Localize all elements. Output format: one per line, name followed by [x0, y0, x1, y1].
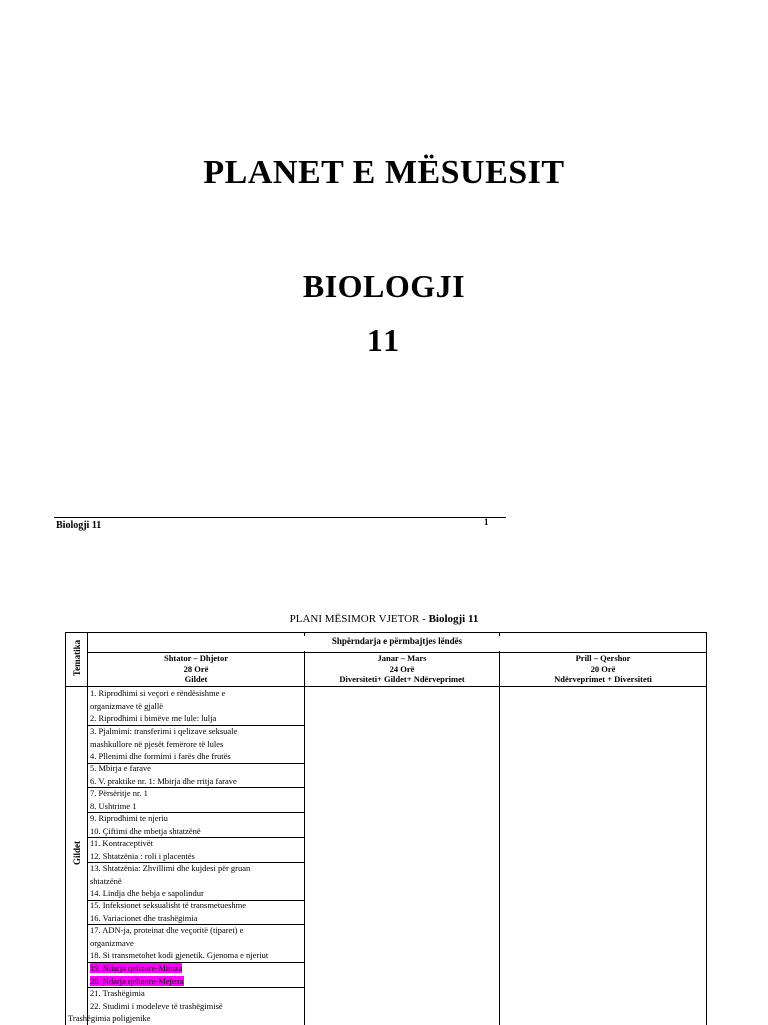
side-label-tematika: Tematika — [72, 639, 82, 677]
lesson-item: 1. Riprodhimi si veçori e rëndësishme e — [90, 688, 226, 698]
column-divider — [499, 633, 500, 1025]
lesson-group — [88, 787, 304, 813]
lesson-item: 12. Shtatzënia : roli i placentës — [90, 850, 195, 861]
lesson-group — [88, 862, 304, 901]
column-period: Janar – Mars — [377, 653, 427, 663]
lesson-group — [88, 762, 304, 788]
lesson-group-highlighted — [88, 962, 304, 988]
column-theme: Gildet — [184, 674, 208, 684]
lesson-item: 15. Infeksionet seksualisht të transmetueshme — [90, 900, 247, 910]
column-hours: 28 Orë — [183, 663, 209, 674]
distribution-header: Shpërndarja e përmbajtjes lëndës — [88, 636, 706, 651]
lesson-item: 16. Variacionet dhe trashëgimia — [90, 912, 198, 923]
column-header-1 — [88, 653, 304, 685]
column-divider — [304, 633, 305, 1025]
subject-title: BIOLOGJI — [302, 268, 466, 304]
plan-title-subject: Biologji 11 — [428, 613, 479, 625]
lesson-item: 10. Çiftimi dhe mbetja shtatzënë — [90, 825, 201, 836]
column-hours: 24 Orë — [389, 663, 415, 674]
lesson-group — [88, 812, 304, 838]
lesson-group — [88, 924, 304, 963]
lesson-item: Trashëgimia poligjenike — [68, 1013, 151, 1023]
lesson-item: 18. Si transmetohet kodi gjenetik. Gjenoma e njeriut — [90, 950, 269, 960]
lesson-item: mashkullore në pjesët femërore të lules — [90, 738, 224, 749]
plan-title — [0, 613, 768, 625]
lesson-item: 22. Studimi i modeleve të trashëgimisë — [90, 1000, 223, 1011]
page-number: 1 — [484, 517, 489, 527]
column-period: Shtator – Dhjetor — [163, 653, 229, 663]
column-period: Prill – Qershor — [575, 653, 631, 663]
lesson-item: 14. Lindja dhe bebja e sapolindur — [90, 888, 204, 898]
lesson-item: 4. Pllenimi dhe formimi i farës dhe frutës — [90, 751, 231, 761]
lesson-item: 13. Shtatzënia: Zhvillimi dhe kujdesi për gruan — [90, 863, 251, 873]
column-theme: Ndërveprimet + Diversiteti — [554, 674, 652, 684]
footer-subject: Biologji 11 — [56, 520, 102, 531]
lesson-item: organizmave të gjallë — [90, 700, 164, 711]
lesson-item-highlighted: 19. Ndarja qelizore-Mitoza — [90, 963, 183, 973]
lesson-item: 5. Mbirja e farave — [90, 763, 151, 773]
lesson-group — [88, 687, 304, 726]
lesson-group — [88, 725, 304, 764]
lesson-item: 7. Përsëritje nr. 1 — [90, 788, 148, 798]
lesson-item: 17. ADN-ja, proteinat dhe veçoritë (tiparet) e — [90, 925, 244, 935]
plan-title-prefix: PLANI MËSIMOR VJETOR - — [289, 613, 429, 625]
lesson-item: organizmave — [90, 937, 134, 948]
cover-title: PLANET E MËSUESIT — [203, 154, 565, 191]
lesson-item: 11. Kontraceptivët — [90, 838, 153, 848]
footer-rule — [54, 517, 506, 518]
lesson-item: shtatzënë — [90, 875, 122, 886]
column-header-3 — [500, 653, 706, 685]
annual-plan-table — [65, 632, 707, 1025]
lesson-item: 6. V. praktike nr. 1: Mbirja dhe rritja farave — [90, 775, 237, 786]
lesson-group — [88, 899, 304, 925]
column-theme: Diversiteti+ Gildet+ Ndërveprimet — [339, 674, 465, 684]
lesson-item: 3. Pjalmimi: transferimi i qelizave seksuale — [90, 726, 238, 736]
lesson-item: 2. Riprodhimi i bimëve me lule: lulja — [90, 713, 217, 723]
lesson-item-highlighted: 20. Ndarja qelizore-Mejoza — [90, 975, 184, 986]
column-hours: 20 Orë — [590, 663, 616, 674]
grade-title: 11 — [366, 322, 402, 358]
lesson-item: 9. Riprodhimi te njeriu — [90, 813, 168, 823]
column-header-2 — [305, 653, 499, 685]
lesson-item: 21. Trashëgimia — [90, 988, 145, 998]
lesson-item: 8. Ushtrime 1 — [90, 800, 137, 811]
lesson-group — [88, 837, 304, 863]
side-label-gildet: Gildet — [72, 841, 82, 865]
lesson-group — [68, 987, 304, 1025]
